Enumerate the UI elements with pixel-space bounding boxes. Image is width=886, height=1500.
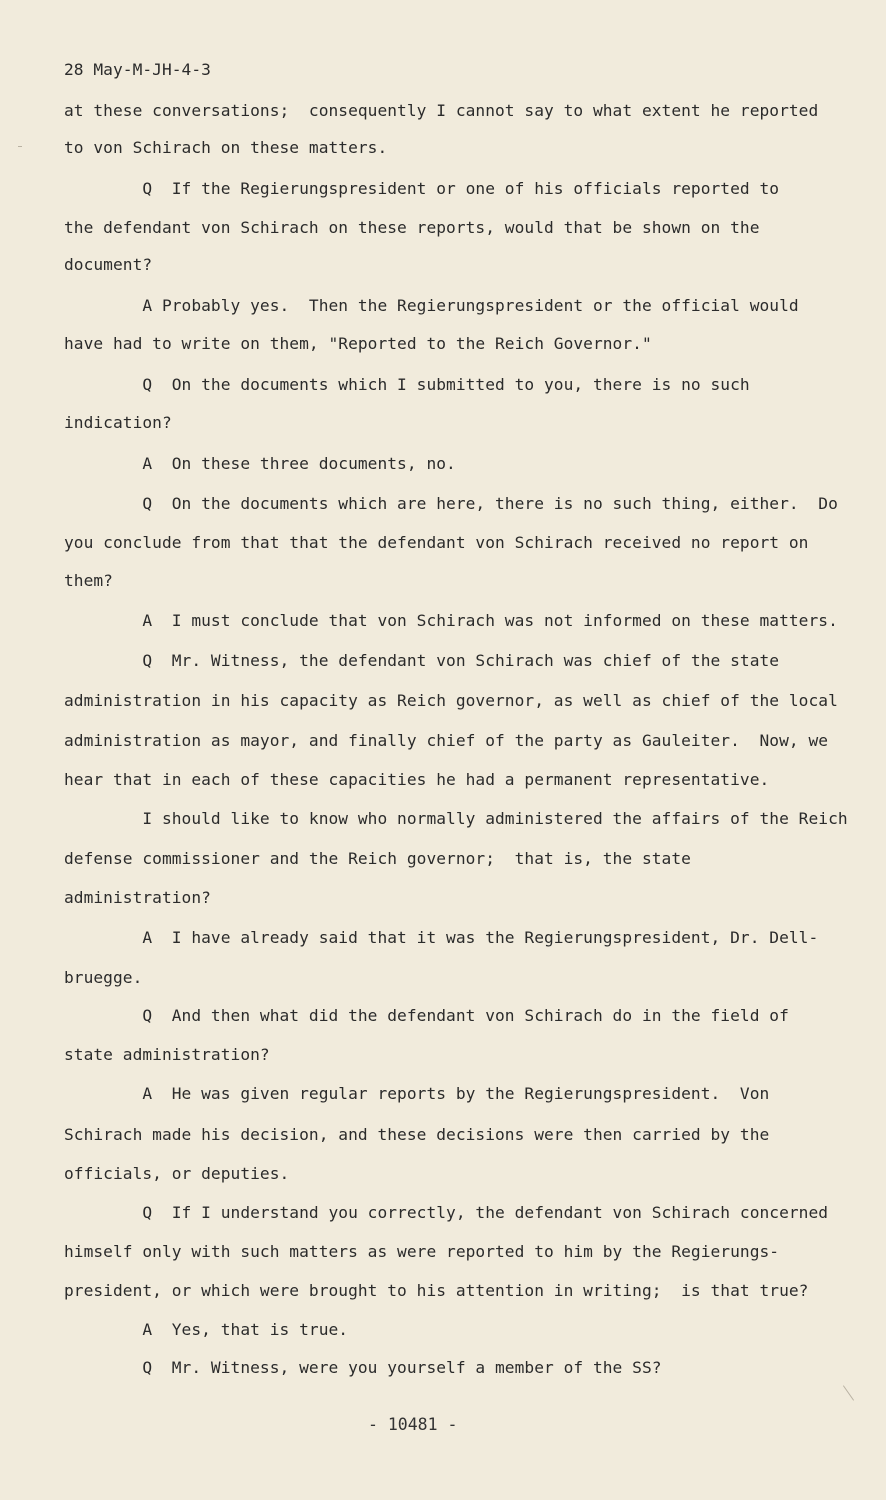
body-line-22: A I have already said that it was the Regierungspresident, Dr. Dell- — [64, 928, 819, 947]
body-line-33: Q Mr. Witness, were you yourself a member of the SS? — [64, 1358, 662, 1377]
page-number: - 10481 - — [368, 1415, 458, 1434]
body-line-12: you conclude from that that the defendant von Schirach received no report on — [64, 533, 809, 552]
body-line-32: A Yes, that is true. — [64, 1320, 349, 1339]
body-line-15: Q Mr. Witness, the defendant von Schirach was chief of the state — [64, 651, 780, 670]
body-line-13: them? — [64, 571, 113, 590]
body-line-29: Q If I understand you correctly, the defendant von Schirach concerned — [64, 1203, 829, 1222]
body-line-27: Schirach made his decision, and these decisions were then carried by the — [64, 1125, 770, 1144]
body-line-17: administration as mayor, and finally chief of the party as Gauleiter. Now, we — [64, 731, 829, 750]
body-line-24: Q And then what did the defendant von Schirach do in the field of — [64, 1006, 789, 1025]
body-line-06: A Probably yes. Then the Regierungspresident or the official would — [64, 296, 799, 315]
body-line-26: A He was given regular reports by the Regierungspresident. Von — [64, 1084, 770, 1103]
body-line-16: administration in his capacity as Reich governor, as well as chief of the local — [64, 691, 838, 710]
page-code: 28 May-M-JH-4-3 — [64, 60, 211, 79]
body-line-23: bruegge. — [64, 968, 143, 987]
body-line-18: hear that in each of these capacities he had a permanent representative. — [64, 770, 770, 789]
body-line-04: the defendant von Schirach on these reports, would that be shown on the — [64, 218, 760, 237]
body-line-20: defense commissioner and the Reich governor; that is, the state — [64, 849, 691, 868]
body-line-30: himself only with such matters as were reported to him by the Regierungs- — [64, 1242, 780, 1261]
body-line-01: at these conversations; consequently I cannot say to what extent he reported — [64, 101, 819, 120]
margin-mark-right — [843, 1385, 854, 1400]
body-line-19: I should like to know who normally administered the affairs of the Reich — [64, 809, 848, 828]
body-line-02: to von Schirach on these matters. — [64, 138, 388, 157]
body-line-08: Q On the documents which I submitted to you, there is no such — [64, 375, 750, 394]
body-line-05: document? — [64, 255, 153, 274]
body-line-25: state administration? — [64, 1045, 270, 1064]
body-line-09: indication? — [64, 413, 172, 432]
body-line-31: president, or which were brought to his attention in writing; is that true? — [64, 1281, 809, 1300]
body-line-10: A On these three documents, no. — [64, 454, 456, 473]
margin-mark-left — [18, 146, 22, 147]
body-line-21: administration? — [64, 888, 211, 907]
body-line-11: Q On the documents which are here, there is no such thing, either. Do — [64, 494, 838, 513]
body-line-07: have had to write on them, "Reported to the Reich Governor." — [64, 334, 652, 353]
body-line-03: Q If the Regierungspresident or one of his officials reported to — [64, 179, 780, 198]
body-line-14: A I must conclude that von Schirach was not informed on these matters. — [64, 611, 838, 630]
body-line-28: officials, or deputies. — [64, 1164, 290, 1183]
